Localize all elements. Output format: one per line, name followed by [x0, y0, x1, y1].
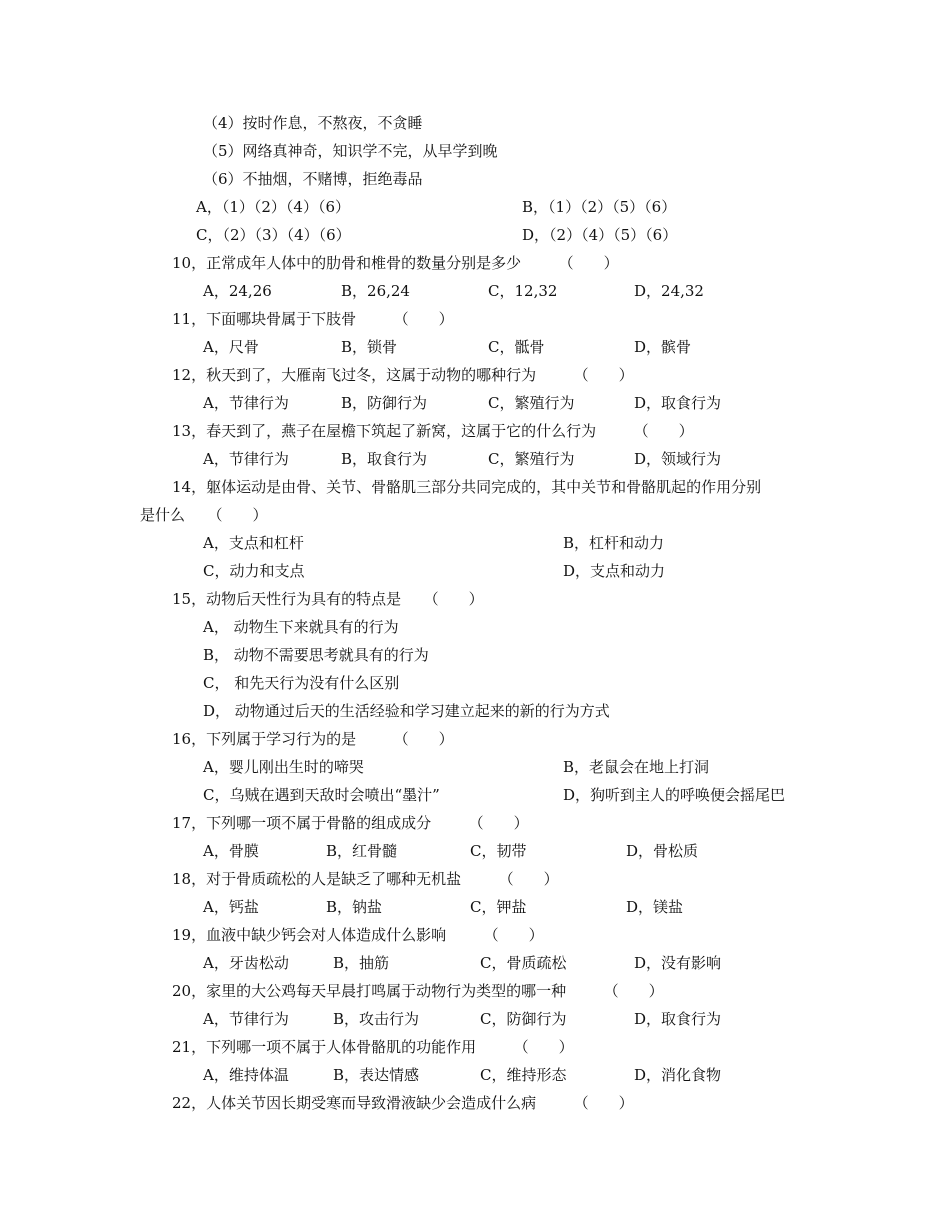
question-10-option-b: B，26,24 — [341, 282, 410, 300]
question-14-option-a: A，支点和杠杆 — [203, 534, 304, 552]
question-18-option-d: D，镁盐 — [626, 898, 684, 916]
question-10-option-a: A，24,26 — [203, 282, 272, 300]
question-12-option-a: A，节律行为 — [203, 394, 289, 412]
question-13-option-b: B，取食行为 — [341, 450, 428, 468]
question-14-stem: 14，躯体运动是由骨、关节、骨骼肌三部分共同完成的，其中关节和骨骼肌起的作用分别 — [172, 478, 762, 496]
intro-line-5: （5）网络真神奇，知识学不完，从早学到晚 — [203, 142, 498, 160]
question-19-stem: 19，血液中缺少钙会对人体造成什么影响 （ ） — [172, 926, 544, 944]
question-15-option-a: A， 动物生下来就具有的行为 — [203, 618, 399, 636]
question-12-option-b: B，防御行为 — [341, 394, 428, 412]
question-11-stem: 11，下面哪块骨属于下肢骨 （ ） — [172, 310, 454, 328]
question-22-stem: 22，人体关节因长期受寒而导致滑液缺少会造成什么病 （ ） — [172, 1094, 634, 1112]
question-14-option-d: D，支点和动力 — [563, 562, 666, 580]
question-19-option-b: B，抽筋 — [333, 954, 390, 972]
question-15-option-b: B， 动物不需要思考就具有的行为 — [203, 646, 429, 664]
question-11-option-c: C，骶骨 — [488, 338, 545, 356]
question-17-option-c: C，韧带 — [470, 842, 527, 860]
q9-option-d: D，（2）（4）（5）（6） — [522, 226, 678, 244]
question-16-option-a: A，婴儿刚出生时的啼哭 — [203, 758, 364, 776]
question-10-stem: 10，正常成年人体中的肋骨和椎骨的数量分别是多少 （ ） — [172, 254, 619, 272]
question-11-option-b: B，锁骨 — [341, 338, 398, 356]
question-12-option-d: D，取食行为 — [634, 394, 722, 412]
question-11-option-d: D，髌骨 — [634, 338, 692, 356]
question-20-stem: 20，家里的大公鸡每天早晨打鸣属于动物行为类型的哪一种 （ ） — [172, 982, 664, 1000]
question-13-option-a: A，节律行为 — [203, 450, 289, 468]
question-16-option-d: D，狗听到主人的呼唤便会摇尾巴 — [563, 786, 786, 804]
question-19-option-c: C，骨质疏松 — [480, 954, 567, 972]
question-16-option-b: B，老鼠会在地上打洞 — [563, 758, 710, 776]
q9-option-b: B，（1）（2）（5）（6） — [522, 198, 677, 216]
question-17-stem: 17，下列哪一项不属于骨骼的组成成分 （ ） — [172, 814, 529, 832]
question-14-stem-continued: 是什么 （ ） — [140, 506, 268, 524]
question-17-option-a: A，骨膜 — [203, 842, 259, 860]
q9-option-c: C，（2）（3）（4）（6） — [196, 226, 351, 244]
question-14-option-c: C，动力和支点 — [203, 562, 305, 580]
question-14-option-b: B，杠杆和动力 — [563, 534, 665, 552]
question-15-stem: 15，动物后天性行为具有的特点是 （ ） — [172, 590, 484, 608]
question-10-option-d: D，24,32 — [634, 282, 704, 300]
question-18-option-b: B，钠盐 — [326, 898, 383, 916]
question-16-stem: 16，下列属于学习行为的是 （ ） — [172, 730, 454, 748]
question-16-option-c: C，乌贼在遇到天敌时会喷出“墨汁” — [203, 786, 440, 804]
intro-line-6: （6）不抽烟，不赌博，拒绝毒品 — [203, 170, 423, 188]
q9-option-a: A，（1）（2）（4）（6） — [196, 198, 351, 216]
question-21-option-d: D，消化食物 — [634, 1066, 722, 1084]
question-20-option-a: A，节律行为 — [203, 1010, 289, 1028]
question-13-stem: 13，春天到了，燕子在屋檐下筑起了新窝，这属于它的什么行为 （ ） — [172, 422, 694, 440]
question-13-option-c: C，繁殖行为 — [488, 450, 575, 468]
question-18-option-c: C，钾盐 — [470, 898, 527, 916]
question-10-option-c: C，12,32 — [488, 282, 558, 300]
question-13-option-d: D，领域行为 — [634, 450, 722, 468]
question-21-stem: 21，下列哪一项不属于人体骨骼肌的功能作用 （ ） — [172, 1038, 574, 1056]
question-18-option-a: A，钙盐 — [203, 898, 259, 916]
question-20-option-c: C，防御行为 — [480, 1010, 567, 1028]
question-11-option-a: A，尺骨 — [203, 338, 259, 356]
question-17-option-b: B，红骨髓 — [326, 842, 398, 860]
question-21-option-a: A，维持体温 — [203, 1066, 289, 1084]
question-18-stem: 18，对于骨质疏松的人是缺乏了哪种无机盐 （ ） — [172, 870, 559, 888]
question-12-option-c: C，繁殖行为 — [488, 394, 575, 412]
question-17-option-d: D，骨松质 — [626, 842, 699, 860]
question-19-option-a: A，牙齿松动 — [203, 954, 289, 972]
question-19-option-d: D，没有影响 — [634, 954, 722, 972]
question-20-option-d: D，取食行为 — [634, 1010, 722, 1028]
question-15-option-c: C， 和先天行为没有什么区别 — [203, 674, 400, 692]
question-15-option-d: D， 动物通过后天的生活经验和学习建立起来的新的行为方式 — [203, 702, 610, 720]
question-21-option-b: B，表达情感 — [333, 1066, 420, 1084]
question-20-option-b: B，攻击行为 — [333, 1010, 420, 1028]
question-21-option-c: C，维持形态 — [480, 1066, 567, 1084]
question-12-stem: 12，秋天到了，大雁南飞过冬，这属于动物的哪种行为 （ ） — [172, 366, 634, 384]
intro-line-4: （4）按时作息，不熬夜，不贪睡 — [203, 114, 423, 132]
